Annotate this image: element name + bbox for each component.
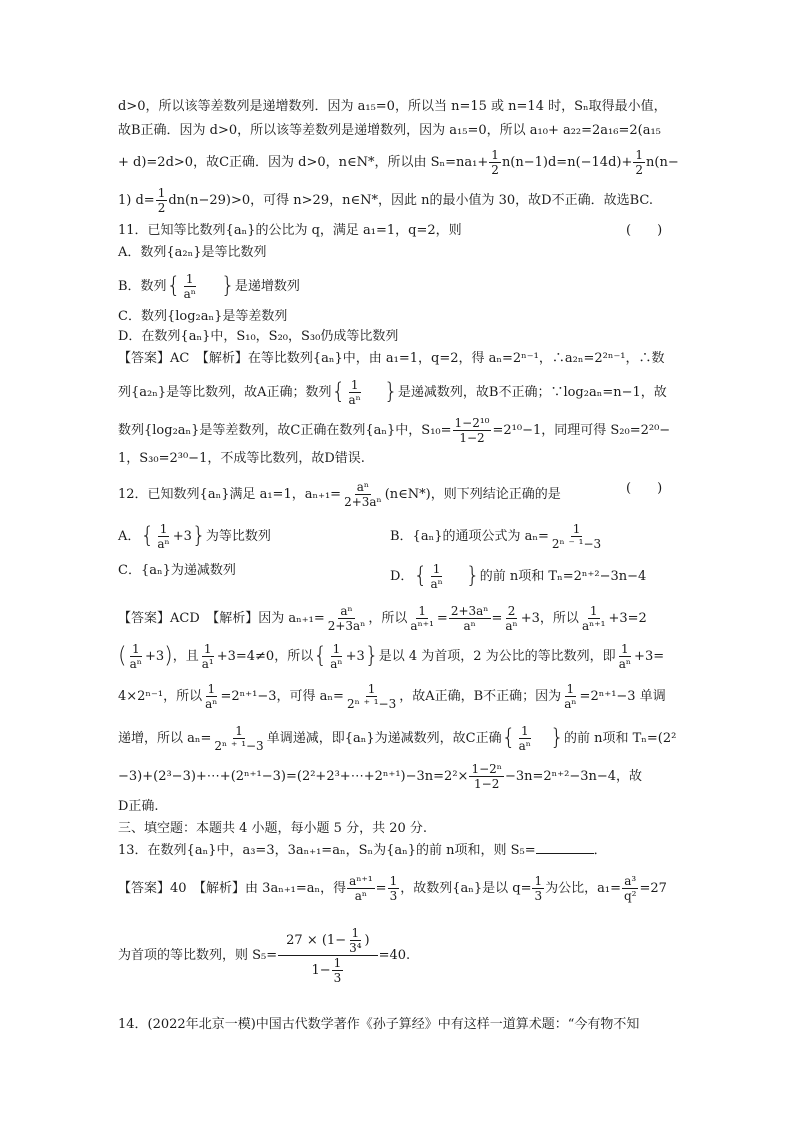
question-12 <box>118 480 680 509</box>
answer-12 <box>118 798 159 816</box>
text: 1− <box>311 963 331 978</box>
question-text: 14．(2022年北京一模)中国古代数学著作《孙子算经》中有这样一道算术题：“今有物不知 <box>118 1017 640 1032</box>
answer-13: 【答案】40 【解析】由 3aₙ₊₁=aₙ，得 $\frac{\text{aⁿ⁺¹}}{\text{aⁿ}}$ = $\frac{1}{3}$ ，故数列{aₙ}是以 q= $\frac{1}{3}$ 为公比，a₁= $\frac{\text{a³}}{\text{q²}}$ =27 <box>118 874 667 903</box>
fraction: $\frac{1}{\text{a¹}}$ <box>201 642 214 671</box>
fraction: $\frac{1}{\text{aⁿ}}$ <box>430 562 443 591</box>
fraction: $\frac{1}{\text{aⁿ}}$ <box>564 682 577 711</box>
option-a <box>118 244 267 262</box>
option-b <box>390 522 604 551</box>
options-row <box>118 522 680 551</box>
answer-text: +3=2 <box>608 611 647 626</box>
answer-text: 是递减数列，故B不正确；∵log₂aₙ=n−1，故 <box>397 385 667 400</box>
answer-text: ，所以 <box>368 611 408 626</box>
option-d <box>118 328 398 346</box>
answer-13 <box>118 926 410 985</box>
option-text: B．数列 <box>118 279 167 294</box>
option-text: B．{aₙ}的通项公式为 aₙ= <box>390 529 549 544</box>
section-title: 三、填空题：本题共 4 小题，每小题 5 分，共 20 分. <box>118 821 428 836</box>
answer-text: ，且 <box>172 649 199 664</box>
fraction: $\frac{\text{aⁿ}}{\text{2+3aⁿ}}$ <box>344 480 382 509</box>
answer-text: 列{a₂ₙ}是等比数列，故A正确；数列 <box>118 385 332 400</box>
fraction: $\frac{1}{\text{aⁿ⁺¹}}$ <box>581 604 606 633</box>
text-line <box>118 148 679 177</box>
answer-11 <box>118 350 665 368</box>
answer-11 <box>118 450 365 468</box>
answer-paren: ( ) <box>626 223 663 238</box>
option-text: 为等比数列 <box>205 529 271 544</box>
fraction: $\frac{1}{2}$ <box>491 148 499 177</box>
fraction: $\frac{\text{a³}}{\text{q²}}$ <box>623 874 637 903</box>
answer-text: ，故A正确，B不正确；因为 <box>399 689 562 704</box>
fraction <box>278 926 377 985</box>
option-c <box>118 308 287 326</box>
answer-text: 单调递减，即{aₙ}为递减数列，故C正确 <box>266 731 502 746</box>
answer-text: +3=4≠0，所以 <box>216 649 314 664</box>
option-text: D． <box>390 569 414 584</box>
answer-paren: ( ) <box>626 481 663 496</box>
text: ) <box>364 933 370 948</box>
fraction: $\frac{1}{3}$ <box>333 956 342 985</box>
answer-12 <box>118 682 666 711</box>
fraction: $\frac{1}{\text{aⁿ}}$ <box>518 724 531 753</box>
answer-12: 【答案】ACD 【解析】因为 aₙ₊₁= $\frac{\text{aⁿ}}{\text{2+3aⁿ}}$ ，所以 $\frac{1}{\text{aⁿ⁺¹}}$ = $\frac{\text{2+3aⁿ}}{\text{aⁿ}}$ = $\frac{2}{\text{aⁿ}}$ +3，所以 $\frac{1}{\text{aⁿ⁺¹}}$ +3=2 <box>118 604 647 633</box>
option-c: C．{aₙ}为递减数列 <box>118 563 236 578</box>
option-text: D．在数列{aₙ}中，S₁₀，S₂₀，S₃₀仍成等比数列 <box>118 329 399 344</box>
answer-text: 递增，所以 aₙ= <box>118 731 212 746</box>
option-text: 的前 n项和 Tₙ=2ⁿ⁺²−3n−4 <box>479 569 647 584</box>
denominator <box>309 956 346 985</box>
text: + d)=2d>0，故C正确．因为 d>0，n∈N*，所以由 Sₙ=na₁+ <box>118 155 489 170</box>
question-14 <box>118 1016 639 1034</box>
fraction: $\frac{1}{2}$ <box>635 148 644 177</box>
fraction: $\frac{1}{\text{3⁴}}$ <box>349 926 362 955</box>
fraction: $\frac{1}{3}$ <box>389 874 398 903</box>
fraction: $\frac{\text{1−2ⁿ}}{1-2}$ <box>471 762 502 791</box>
answer-11 <box>118 416 670 445</box>
answer-12: 递增，所以 aₙ= $\frac{1}{\text{2ⁿ ⁺ ¹−3}}$ 单调递减，即{aₙ}为递减数列，故C正确{ $\frac{1}{\text{aⁿ}}$ }的前 n项和 Tₙ=(2² <box>118 724 677 753</box>
option-text: 是递增数列 <box>234 279 300 294</box>
fraction: $\frac{1}{\text{aⁿ}}$ <box>330 642 343 671</box>
answer-text: 【答案】ACD 【解析】因为 aₙ₊₁= <box>118 611 325 626</box>
answer-text: +3= <box>634 649 665 664</box>
text: n(n− <box>646 155 679 170</box>
answer-text: D正确. <box>118 799 159 814</box>
fraction: $\frac{2}{\text{aⁿ}}$ <box>505 604 518 633</box>
question-11 <box>118 222 680 240</box>
question-text: 11．已知等比数列{aₙ}的公比为 q，满足 a₁=1，q=2，则 <box>118 223 462 238</box>
answer-text: −3)+(2³−3)+⋯+(2ⁿ⁺¹−3)=(2²+2³+⋯+2ⁿ⁺¹)−3n=2²× <box>118 769 469 784</box>
option-text: C．数列{log₂aₙ}是等差数列 <box>118 309 288 324</box>
fraction: $\frac{1}{\text{aⁿ}}$ <box>183 272 196 301</box>
answer-text: =40. <box>378 948 411 963</box>
answer-12: ( $\frac{1}{\text{aⁿ}}$ +3)，且 $\frac{1}{\text{a¹}}$ +3=4≠0，所以{ $\frac{1}{\text{aⁿ}}$ +3}是以 4 为首项，2 为公比的等比数列，即 $\frac{1}{\text{aⁿ}}$ +3= <box>118 642 665 671</box>
answer-text: 4×2ⁿ⁻¹，所以 <box>118 689 203 704</box>
answer-text: 为首项的等比数列，则 S₅= <box>118 948 278 963</box>
text: 27 × (1− <box>286 933 347 948</box>
text: 故B正确．因为 d>0，所以该等差数列是递增数列，因为 a₁₅=0，所以 a₁₀+ a₂₂=2a₁₆=2(a₁₅ <box>118 123 661 138</box>
question-text: (n∈N*)，则下列结论正确的是 <box>384 487 561 502</box>
answer-text: 【答案】AC 【解析】在等比数列{aₙ}中，由 a₁=1，q=2，得 aₙ=2ⁿ⁻¹，∴a₂ₙ=2²ⁿ⁻¹，∴数 <box>118 351 665 366</box>
fraction: $\frac{1}{2}$ <box>157 186 166 215</box>
text: 1) d= <box>118 193 155 208</box>
answer-12 <box>118 762 642 791</box>
section-heading <box>118 820 427 838</box>
question-13: 13．在数列{aₙ}中，a₃=3，3aₙ₊₁=aₙ，Sₙ为{aₙ}的前 n项和，则 S₅= ． <box>118 843 607 858</box>
answer-text: 数列{log₂aₙ}是等差数列，故C正确在数列{aₙ}中，S₁₀= <box>118 423 452 438</box>
answer-text: =27 <box>639 881 667 896</box>
answer-text: +3，所以 <box>520 611 579 626</box>
question-text: 13．在数列{aₙ}中，a₃=3，3aₙ₊₁=aₙ，Sₙ为{aₙ}的前 n项和，则 S₅= <box>118 843 536 858</box>
answer-text: ，故数列{aₙ}是以 q= <box>400 881 532 896</box>
options-row <box>118 562 680 591</box>
fraction: $\frac{1}{\text{2ⁿ ⁺ ¹−3}}$ <box>346 682 397 711</box>
answer-text: =2ⁿ⁺¹−3，可得 aₙ= <box>220 689 344 704</box>
fraction: $\frac{1}{\text{aⁿ}}$ <box>618 642 632 671</box>
answer-blank[interactable] <box>536 841 594 854</box>
fraction: $\frac{1}{3}$ <box>534 874 543 903</box>
answer-text: =2¹⁰−1，同理可得 S₂₀=2²⁰− <box>492 423 671 438</box>
answer-text: 1，S₃₀=2³⁰−1，不成等比数列，故D错误. <box>118 451 365 466</box>
text-line <box>118 98 667 116</box>
text: dn(n−29)>0，可得 n>29，n∈N*，因此 n的最小值为 30，故D不正确．故选BC. <box>168 193 653 208</box>
fraction: $\frac{\text{aⁿ}}{\text{2+3aⁿ}}$ <box>327 604 366 633</box>
numerator <box>278 926 377 956</box>
text-line <box>118 186 653 215</box>
text: d>0，所以该等差数列是递增数列．因为 a₁₅=0，所以当 n=15 或 n=14 时，Sₙ取得最小值， <box>118 99 667 114</box>
option-b: B．数列{ $\frac{1}{\text{aⁿ}}$ }是递增数列 <box>118 272 300 301</box>
answer-text: 【答案】40 【解析】由 3aₙ₊₁=aₙ，得 <box>118 881 347 896</box>
option-text: A．数列{a₂ₙ}是等比数列 <box>118 245 267 260</box>
answer-text: 是以 4 为首项，2 为公比的等比数列，即 <box>378 649 616 664</box>
answer-text: −3n=2ⁿ⁺²−3n−4，故 <box>504 769 643 784</box>
text: n(n−1)d=n(−14d)+ <box>501 155 633 170</box>
answer-11: 列{a₂ₙ}是等比数列，故A正确；数列{ $\frac{1}{\text{aⁿ}}$ }是递减数列，故B不正确；∵log₂aₙ=n−1，故 <box>118 378 667 407</box>
answer-text: 的前 n项和 Tₙ=(2² <box>563 731 677 746</box>
fraction: $\frac{1}{\text{aⁿ⁺¹}}$ <box>410 604 434 633</box>
fraction: $\frac{\text{aⁿ⁺¹}}{\text{aⁿ}}$ <box>349 874 373 903</box>
fraction: $\frac{1}{\text{aⁿ}}$ <box>348 378 361 407</box>
option-a: A．{ $\frac{1}{\text{aⁿ}}$ +3}为等比数列 <box>118 522 271 551</box>
fraction: $\frac{\text{1−2¹⁰}}{1-2}$ <box>454 416 490 445</box>
fraction: $\frac{1}{\text{2ⁿ ⁺ ¹−3}}$ <box>214 724 264 753</box>
option-d: D．{ $\frac{1}{\text{aⁿ}}$ }的前 n项和 Tₙ=2ⁿ⁺²−3n−4 <box>390 562 647 591</box>
answer-text: 为公比，a₁= <box>545 881 621 896</box>
fraction: $\frac{\text{2+3aⁿ}}{\text{aⁿ}}$ <box>450 604 489 633</box>
fraction: $\frac{1}{\text{aⁿ}}$ <box>157 522 170 551</box>
fraction: $\frac{1}{\text{2ⁿ ⁻ ¹−3}}$ <box>551 522 602 551</box>
fraction: $\frac{1}{\text{aⁿ}}$ <box>129 642 142 671</box>
fraction: $\frac{1}{\text{aⁿ}}$ <box>205 682 218 711</box>
text-line <box>118 122 661 140</box>
answer-text: =2ⁿ⁺¹−3 单调 <box>579 689 666 704</box>
question-text: 12．已知数列{aₙ}满足 a₁=1，aₙ₊₁= <box>118 487 342 502</box>
